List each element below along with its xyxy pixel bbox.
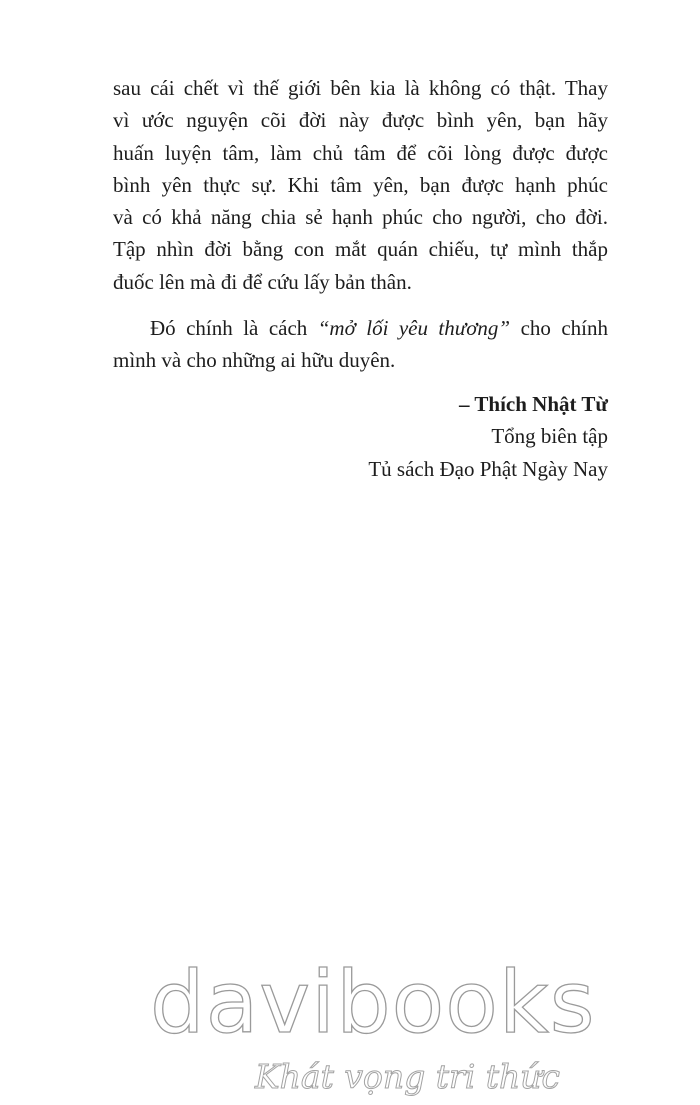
text-segment: cho chính	[510, 316, 608, 341]
body-text	[113, 72, 608, 377]
italic-phrase: “mở lối yêu thương”	[317, 316, 511, 341]
text-line: và có khả năng chia sẻ hạnh phúc cho người, cho đời.	[113, 205, 608, 230]
text-segment: Đó chính là cách	[150, 316, 318, 341]
text-line	[113, 312, 608, 344]
text-line: sau cái chết vì thế giới bên kia là không có thật. Thay	[113, 76, 608, 100]
watermark-tagline: Khát vọng tri thức	[255, 1057, 561, 1096]
book-series: Tủ sách Đạo Phật Ngày Nay	[368, 456, 608, 481]
publisher-watermark	[150, 953, 596, 1100]
paragraph-1	[113, 72, 608, 298]
author-role: Tổng biên tập	[491, 424, 608, 449]
author-name: – Thích Nhật Từ	[459, 392, 608, 416]
text-line: bình yên thực sự. Khi tâm yên, bạn được hạnh phúc	[113, 172, 608, 197]
text-line: đuốc lên mà đi để cứu lấy bản thân.	[113, 269, 412, 294]
text-line: mình và cho những ai hữu duyên.	[113, 348, 396, 373]
text-line: Tập nhìn đời bằng con mắt quán chiếu, tự mình thắp	[113, 237, 608, 262]
signature-block	[368, 388, 608, 485]
paragraph-2	[113, 312, 608, 377]
watermark-logo-text: davibooks	[150, 953, 596, 1053]
text-line: huấn luyện tâm, làm chủ tâm để cõi lòng được được	[113, 140, 608, 165]
text-line: vì ước nguyện cõi đời này được bình yên, bạn hãy	[113, 108, 608, 133]
